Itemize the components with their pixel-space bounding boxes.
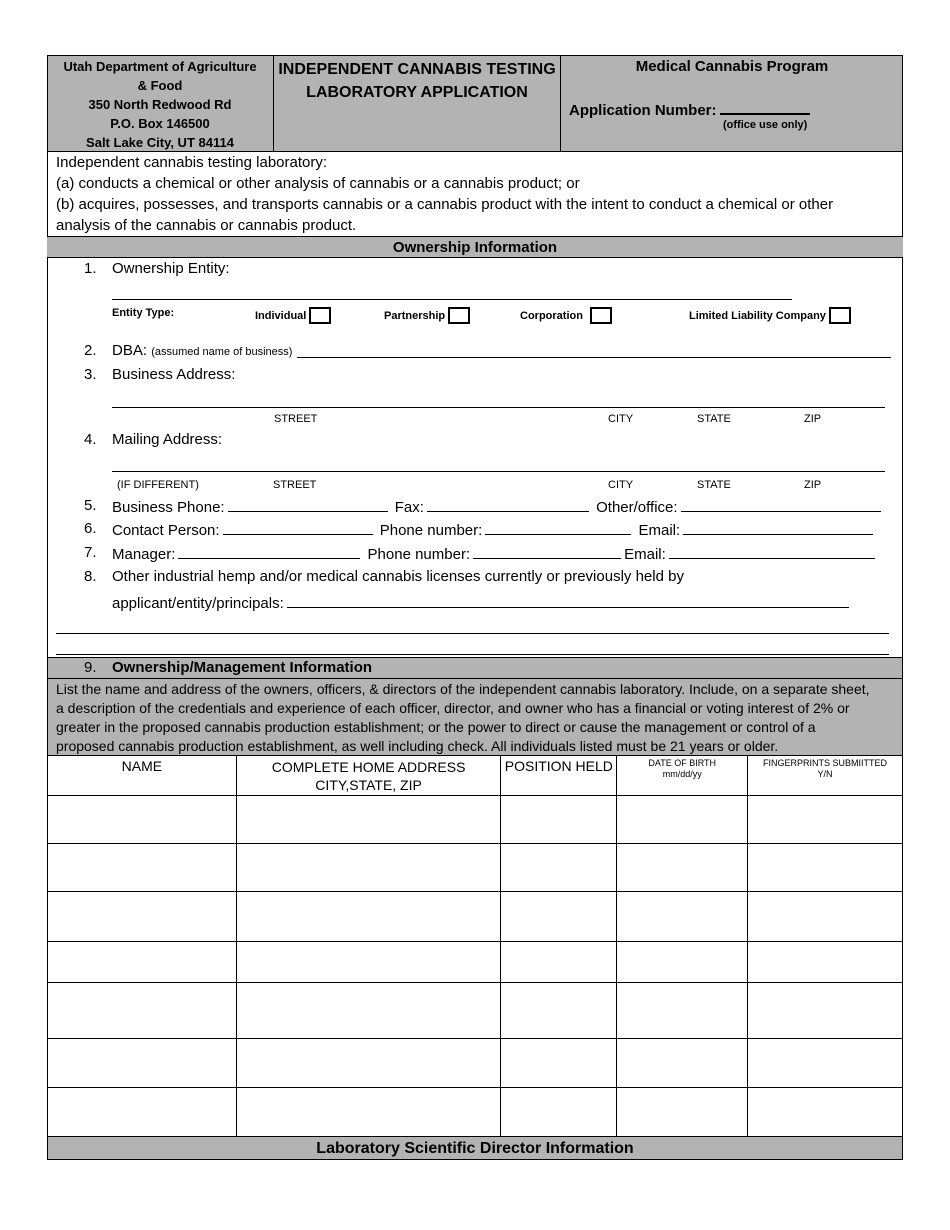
intro-text — [56, 152, 896, 236]
table-cell[interactable] — [236, 983, 501, 1039]
business-zip-caption: ZIP — [804, 413, 822, 425]
entity-type-label: Entity Type: — [112, 307, 175, 319]
table-header-row — [48, 756, 903, 796]
table-cell[interactable] — [617, 983, 748, 1039]
dept-line: P.O. Box 146500 — [110, 116, 210, 131]
table-cell[interactable] — [617, 844, 748, 892]
table-cell[interactable] — [501, 1088, 617, 1138]
contact-phone-field[interactable] — [485, 520, 631, 535]
contact-person-label: Contact Person: — [112, 522, 220, 539]
business-address-field[interactable] — [112, 407, 885, 408]
management-desc-line: List the name and address of the owners, officers, & directors of the independent cannabis laboratory. Include, on a separate sheet, — [56, 681, 870, 697]
table-cell[interactable] — [617, 1088, 748, 1138]
table-cell[interactable] — [501, 844, 617, 892]
contact-person-row — [112, 520, 876, 539]
item-number: 8. — [84, 568, 97, 585]
manager-label: Manager: — [112, 546, 176, 563]
table-cell[interactable] — [617, 892, 748, 942]
col-header-address — [236, 756, 501, 796]
table-cell[interactable] — [501, 796, 617, 844]
other-licenses-field[interactable] — [287, 593, 849, 608]
form-title-line: LABORATORY APPLICATION — [306, 84, 528, 101]
table-cell[interactable] — [236, 796, 501, 844]
dept-line: & Food — [137, 78, 183, 93]
ownership-table — [47, 755, 903, 1138]
table-row — [48, 942, 903, 983]
dba-note: (assumed name of business) — [151, 346, 293, 358]
program-name: Medical Cannabis Program — [635, 58, 829, 75]
management-desc-line: greater in the proposed cannabis production establishment; or the power to direct or cause the management or control of a — [56, 719, 816, 735]
table-cell[interactable] — [48, 1039, 237, 1088]
item-number: 2. — [84, 342, 97, 359]
entity-type-llc — [689, 307, 851, 324]
dept-line: Utah Department of Agriculture — [63, 59, 257, 74]
item-number: 5. — [84, 497, 97, 514]
manager-email-field[interactable] — [669, 544, 875, 559]
other-office-label: Other/office: — [596, 499, 678, 516]
business-phone-field[interactable] — [228, 497, 388, 512]
entity-type-corporation-label: Corporation — [520, 310, 583, 322]
table-cell[interactable] — [748, 892, 903, 942]
col-header-fingerprints-line2: Y/N — [817, 769, 833, 779]
dba-field[interactable] — [297, 357, 891, 358]
manager-email-label: Email: — [624, 546, 666, 563]
table-cell[interactable] — [617, 796, 748, 844]
application-number-field[interactable] — [720, 99, 810, 115]
table-row — [48, 796, 903, 844]
col-header-position — [501, 756, 617, 796]
other-office-field[interactable] — [681, 497, 881, 512]
scientific-director-heading: Laboratory Scientific Director Information — [47, 1136, 903, 1160]
item-number: 3. — [84, 366, 97, 383]
table-cell[interactable] — [236, 844, 501, 892]
col-header-fingerprints-line1: FINGERPRINTS SUBMIITTED — [763, 758, 888, 768]
table-row — [48, 844, 903, 892]
dept-line: Salt Lake City, UT 84114 — [86, 135, 234, 150]
dba-text: DBA: — [112, 342, 148, 359]
item-number: 1. — [84, 260, 97, 277]
table-row — [48, 1088, 903, 1138]
mailing-zip-caption: ZIP — [804, 479, 822, 491]
table-cell[interactable] — [617, 1039, 748, 1088]
table-cell[interactable] — [501, 1039, 617, 1088]
form-title-line: INDEPENDENT CANNABIS TESTING — [278, 61, 556, 78]
management-heading-divider — [47, 678, 903, 679]
form-title — [274, 58, 560, 104]
intro-line: analysis of the cannabis or cannabis product. — [56, 217, 357, 234]
col-header-name-text: NAME — [121, 758, 163, 774]
entity-type-individual-label: Individual — [255, 310, 307, 322]
table-cell[interactable] — [48, 892, 237, 942]
application-number-label — [569, 99, 813, 119]
manager-phone-label: Phone number: — [367, 546, 471, 563]
mailing-address-label: Mailing Address: — [112, 431, 223, 448]
office-use-note: (office use only) — [723, 119, 808, 131]
table-cell[interactable] — [748, 844, 903, 892]
table-cell[interactable] — [748, 983, 903, 1039]
col-header-name — [48, 756, 237, 796]
entity-type-individual-checkbox[interactable] — [309, 307, 331, 324]
dept-line: 350 North Redwood Rd — [88, 97, 232, 112]
table-cell[interactable] — [48, 1088, 237, 1138]
ownership-entity-field[interactable] — [112, 299, 792, 300]
management-desc-line: a description of the credentials and experience of each officer, director, and owner who has a financial or voting interest of 2% or — [56, 700, 850, 716]
entity-type-llc-checkbox[interactable] — [829, 307, 851, 324]
if-different-caption: (IF DIFFERENT) — [117, 479, 199, 491]
business-city-caption: CITY — [608, 413, 634, 425]
ownership-entity-label: Ownership Entity: — [112, 260, 230, 277]
mailing-street-caption: STREET — [273, 479, 317, 491]
col-header-address-line1: COMPLETE HOME ADDRESS — [271, 759, 466, 775]
manager-field[interactable] — [178, 544, 360, 559]
item-number: 7. — [84, 544, 97, 561]
manager-phone-field[interactable] — [473, 544, 621, 559]
mailing-city-caption: CITY — [608, 479, 634, 491]
entity-type-corporation — [520, 307, 612, 324]
entity-type-partnership-checkbox[interactable] — [448, 307, 470, 324]
other-licenses-line-2[interactable] — [56, 633, 889, 634]
management-desc-line: proposed cannabis production establishment, as well including check. All individuals listed must be 21 years or older. — [56, 738, 779, 754]
col-header-address-line2: CITY,STATE, ZIP — [315, 777, 422, 793]
item-number: 9. — [84, 659, 97, 676]
entity-type-partnership — [384, 307, 470, 324]
table-cell[interactable] — [748, 942, 903, 983]
fax-label: Fax: — [394, 499, 424, 516]
contact-email-label: Email: — [638, 522, 681, 539]
business-address-label: Business Address: — [112, 366, 236, 383]
fax-field[interactable] — [427, 497, 589, 512]
management-heading: Ownership/Management Information — [112, 659, 373, 676]
table-row — [48, 892, 903, 942]
department-address — [47, 57, 273, 152]
table-cell[interactable] — [48, 942, 237, 983]
contact-person-field[interactable] — [223, 520, 373, 535]
intro-line: (b) acquires, possesses, and transports cannabis or a cannabis product with the intent to conduct a chemical or other — [56, 196, 834, 213]
other-licenses-row — [112, 593, 852, 612]
ownership-heading: Ownership Information — [47, 236, 903, 258]
other-licenses-line-3[interactable] — [56, 654, 889, 655]
table-cell[interactable] — [748, 796, 903, 844]
application-number-text: Application Number: — [569, 102, 717, 119]
contact-phone-label: Phone number: — [379, 522, 483, 539]
table-cell[interactable] — [501, 983, 617, 1039]
mailing-address-field[interactable] — [112, 471, 885, 472]
table-cell[interactable] — [236, 942, 501, 983]
management-description — [56, 680, 901, 756]
table-cell[interactable] — [48, 983, 237, 1039]
table-row — [48, 1039, 903, 1088]
col-header-dob — [617, 756, 748, 796]
table-cell[interactable] — [501, 892, 617, 942]
item-number: 4. — [84, 431, 97, 448]
table-cell[interactable] — [617, 942, 748, 983]
col-header-dob-line2: mm/dd/yy — [662, 769, 702, 779]
entity-type-partnership-label: Partnership — [384, 310, 446, 322]
entity-type-individual — [255, 307, 331, 324]
col-header-dob-line1: DATE OF BIRTH — [648, 758, 717, 768]
business-phone-row — [112, 497, 884, 516]
business-street-caption: STREET — [274, 413, 318, 425]
other-licenses-label-2: applicant/entity/principals: — [112, 595, 284, 612]
business-phone-label: Business Phone: — [112, 499, 225, 516]
mailing-state-caption: STATE — [697, 479, 731, 491]
table-cell[interactable] — [236, 892, 501, 942]
entity-type-corporation-checkbox[interactable] — [590, 307, 612, 324]
other-licenses-label: Other industrial hemp and/or medical cannabis licenses currently or previously held by — [112, 568, 684, 585]
table-cell[interactable] — [236, 1039, 501, 1088]
col-header-fingerprints — [748, 756, 903, 796]
intro-line: (a) conducts a chemical or other analysis of cannabis or a cannabis product; or — [56, 175, 580, 192]
dba-label — [112, 342, 292, 359]
table-cell[interactable] — [748, 1039, 903, 1088]
manager-row — [112, 544, 878, 563]
table-row — [48, 983, 903, 1039]
intro-line: Independent cannabis testing laboratory: — [56, 154, 328, 171]
business-state-caption: STATE — [697, 413, 731, 425]
col-header-position-text: POSITION HELD — [504, 758, 613, 774]
table-cell[interactable] — [48, 844, 237, 892]
contact-email-field[interactable] — [683, 520, 873, 535]
table-cell[interactable] — [501, 942, 617, 983]
table-cell[interactable] — [48, 796, 237, 844]
table-cell[interactable] — [236, 1088, 501, 1138]
table-cell[interactable] — [748, 1088, 903, 1138]
entity-type-llc-label: Limited Liability Company — [689, 310, 826, 322]
item-number: 6. — [84, 520, 97, 537]
